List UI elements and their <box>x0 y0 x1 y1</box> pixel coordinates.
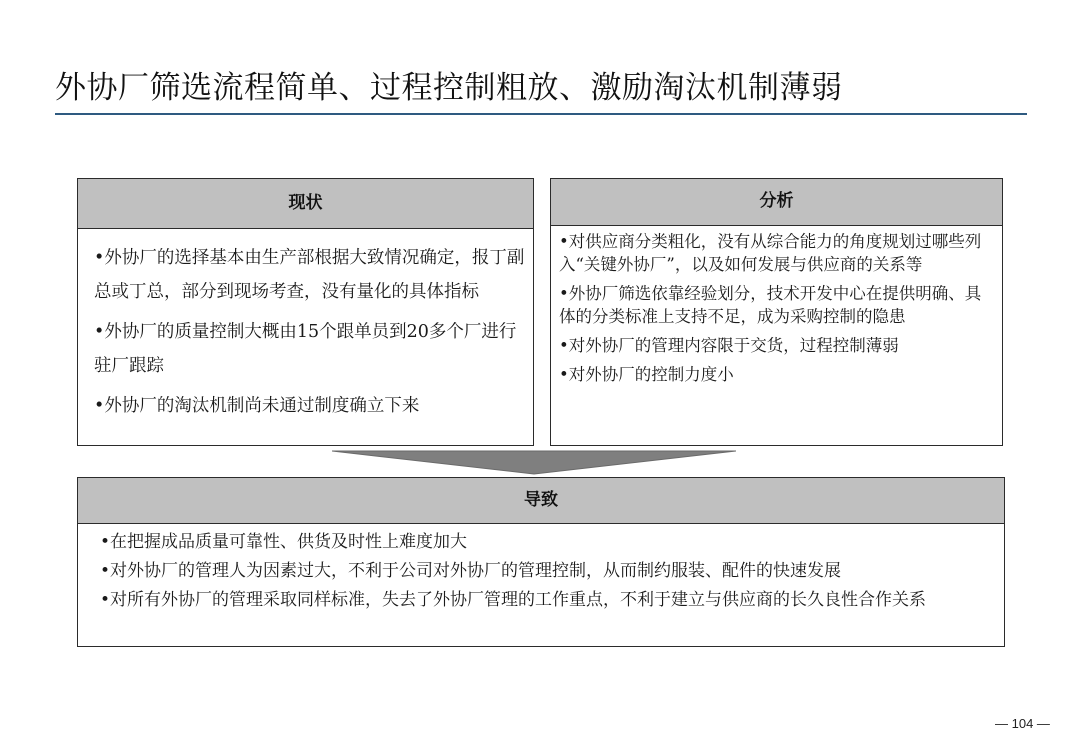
status-item: •外协厂的选择基本由生产部根据大致情况确定，报丁副总或丁总，部分到现场考查，没有量化的具体指标 <box>94 248 525 302</box>
result-item: •在把握成品质量可靠性、供货及时性上难度加大 <box>100 532 468 552</box>
result-item: •对所有外协厂的管理采取同样标准，失去了外协厂管理的工作重点，不利于建立与供应商的长久良性合作关系 <box>100 590 927 610</box>
analysis-item: •对供应商分类粗化，没有从综合能力的角度规划过哪些列入“关键外协厂”，以及如何发展与供应商的关系等 <box>559 232 982 274</box>
analysis-box <box>550 178 1003 446</box>
title-underline <box>55 113 1027 115</box>
down-arrow-icon <box>332 449 736 475</box>
status-item: •外协厂的质量控制大概由15个跟单员到20多个厂进行驻厂跟踪 <box>94 322 517 376</box>
status-box <box>77 178 534 446</box>
analysis-box-body <box>551 226 1002 386</box>
status-box-header: 现状 <box>78 179 533 229</box>
page-number: — 104 — <box>995 716 1050 731</box>
analysis-item: •外协厂筛选依靠经验划分，技术开发中心在提供明确、具体的分类标准上支持不足，成为采购控制的隐患 <box>559 284 982 326</box>
result-box-body <box>78 524 1004 615</box>
result-item: •对外协厂的管理人为因素过大，不利于公司对外协厂的管理控制，从而制约服装、配件的快速发展 <box>100 561 842 581</box>
status-item: •外协厂的淘汰机制尚未通过制度确立下来 <box>94 396 420 416</box>
page-title: 外协厂筛选流程简单、过程控制粗放、激励淘汰机制薄弱 <box>55 70 843 106</box>
analysis-item: •对外协厂的控制力度小 <box>559 365 734 384</box>
result-box-header: 导致 <box>78 478 1004 524</box>
analysis-box-header: 分析 <box>551 179 1002 226</box>
status-box-body <box>78 229 533 423</box>
analysis-item: •对外协厂的管理内容限于交货，过程控制薄弱 <box>559 336 899 355</box>
result-box <box>77 477 1005 647</box>
